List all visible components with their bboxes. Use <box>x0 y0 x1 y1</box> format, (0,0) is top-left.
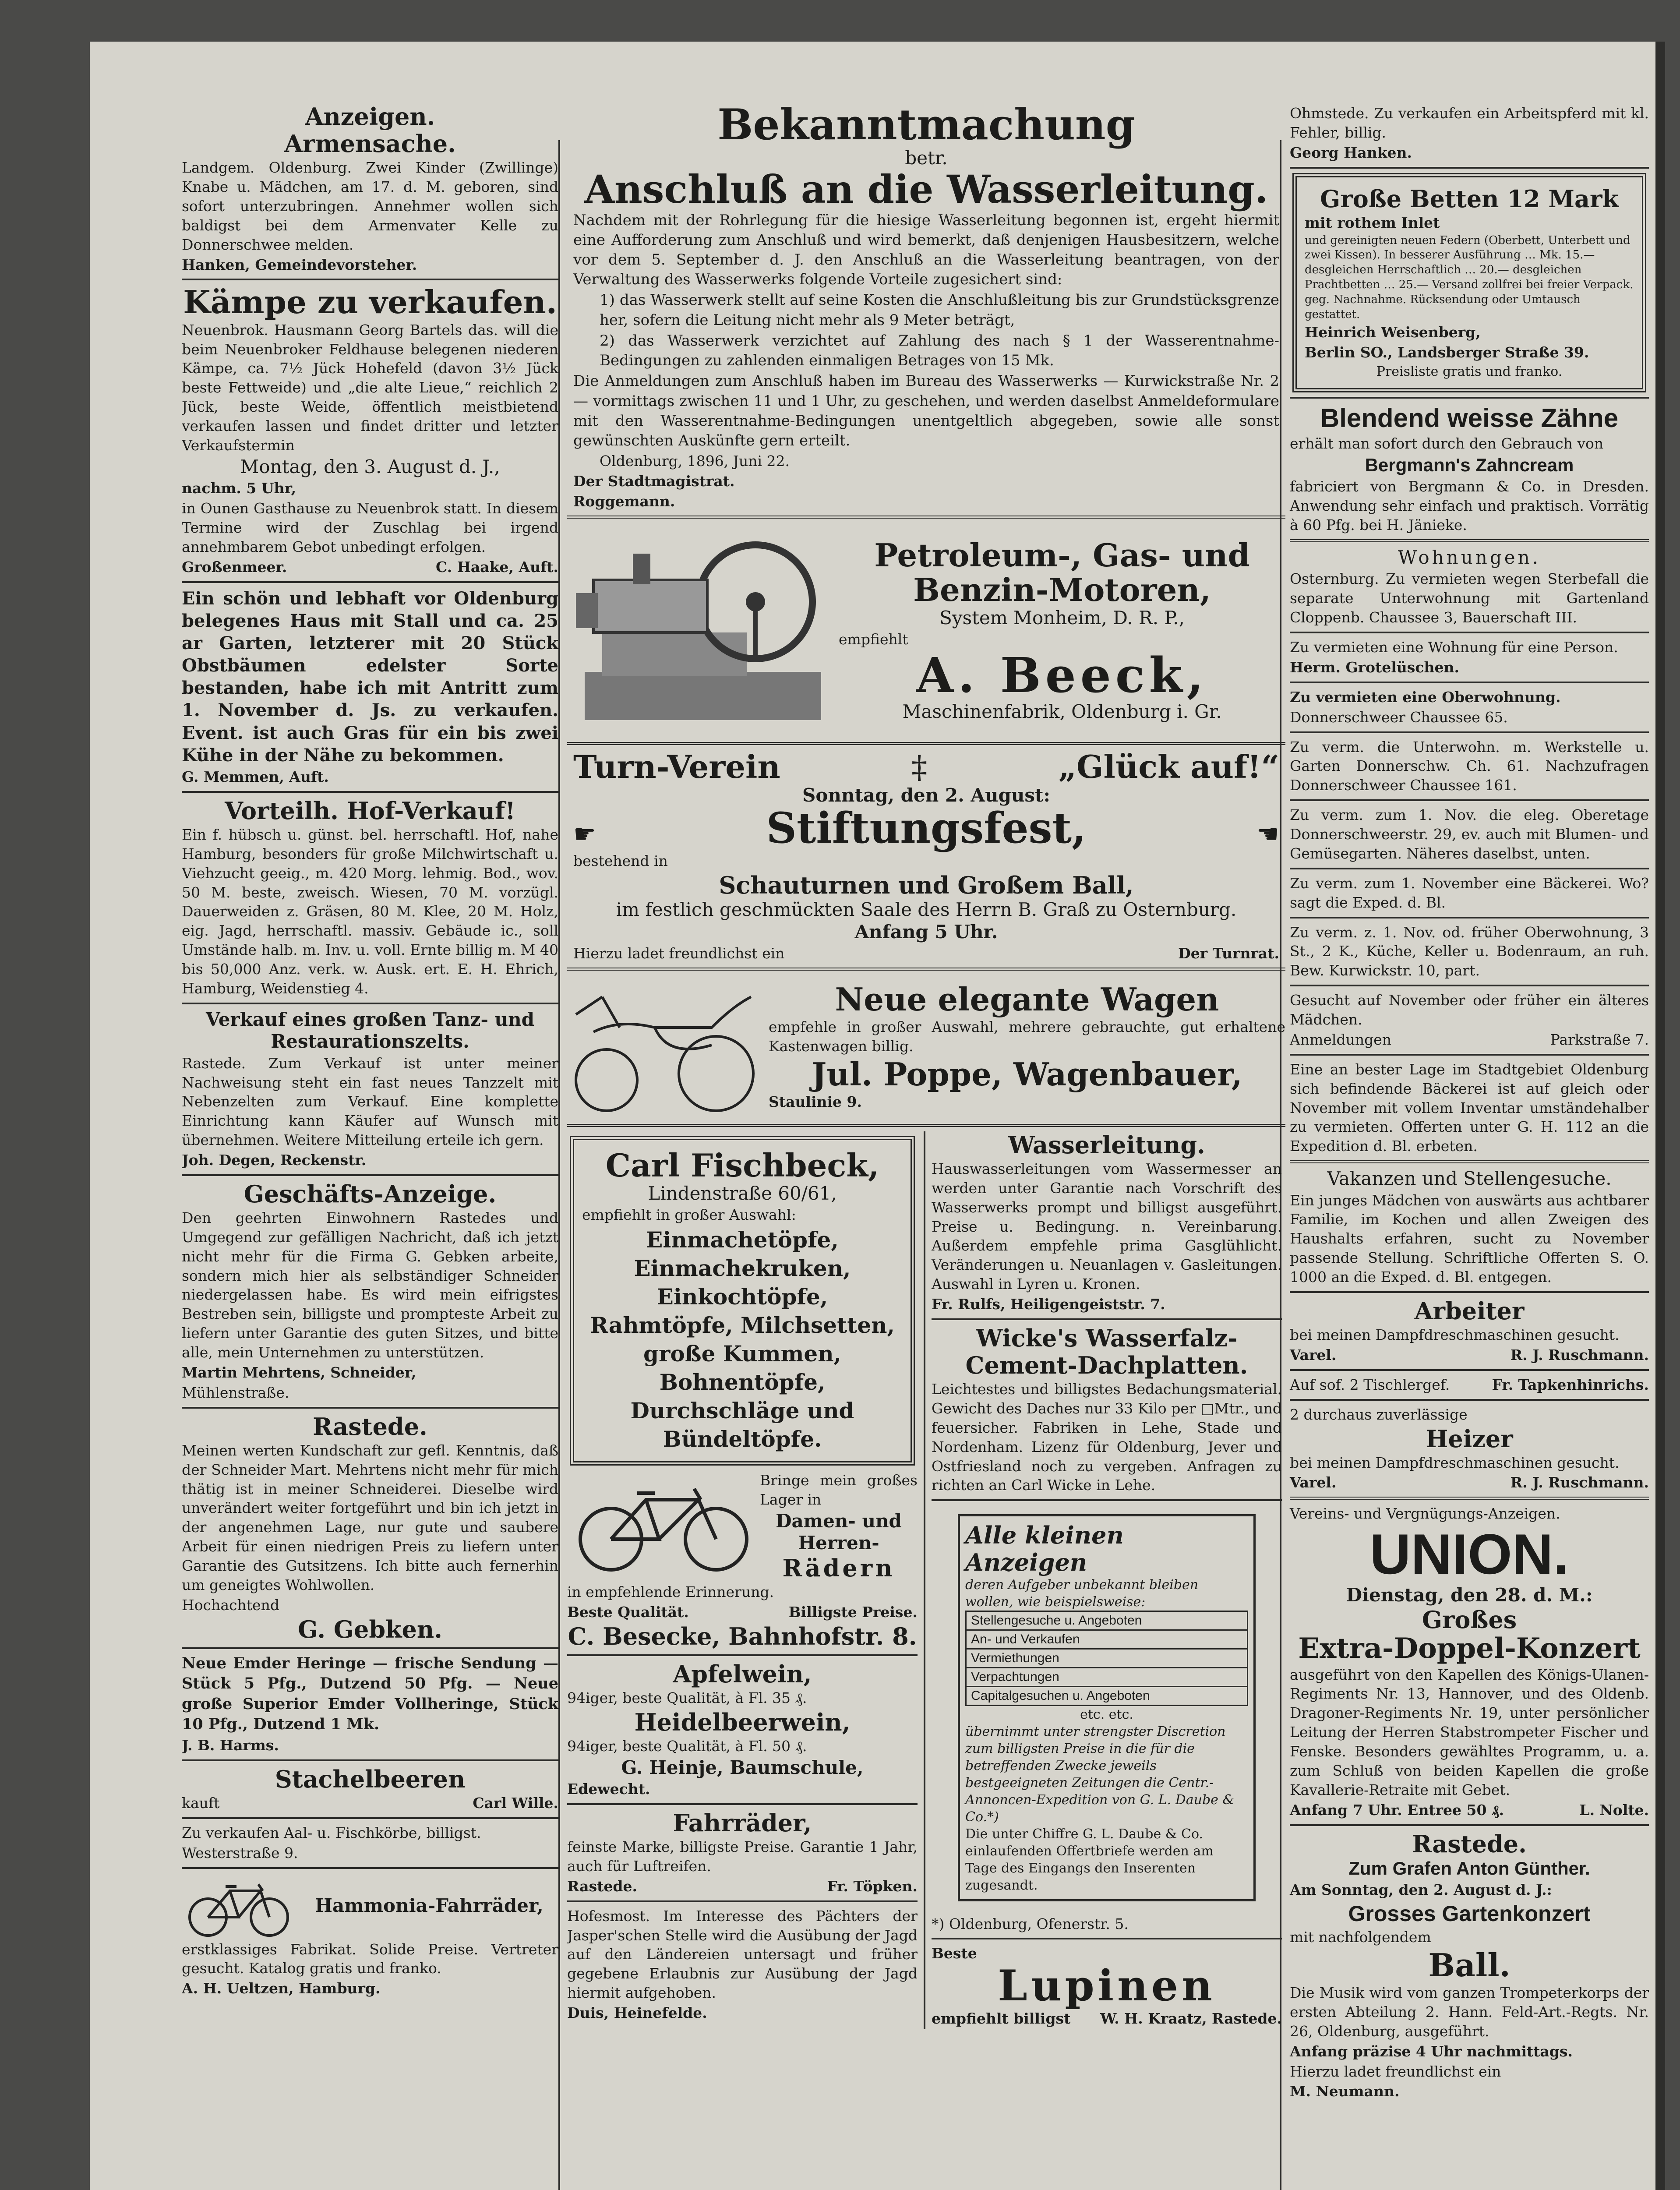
ad-text: empfiehlt in großer Auswahl: <box>582 1206 796 1224</box>
divider <box>182 1647 558 1649</box>
ad-geschaeft <box>182 1180 558 1402</box>
ad-text: Die Musik wird vom ganzen Trompeterkorps der ersten Abteilung 2. Hann. Feld-Art.-Regts. Nr. 26, Oldenburg, ausgeführt. <box>1290 1984 1649 2040</box>
ad-place: Varel. <box>1290 1474 1337 1491</box>
ad-place: Varel. <box>1290 1346 1337 1363</box>
ad-text: Großes <box>1422 1606 1517 1634</box>
ad-text: deren Aufgeber unbekannt bleiben wollen, wie beispielsweise: <box>965 1577 1199 1610</box>
ad-besecke <box>567 1470 918 1650</box>
divider <box>1290 1824 1649 1826</box>
ad-text: Rastede. Zum Verkauf ist unter meiner Nachweisung steht ein fast neues Tanzzelt mit Nebenzelten zum Verkauf. Eine komplette Einrichtung kann Käufer auf Wunsch mit übernehmen. Weitere Mitteilung erteile ich gern. <box>182 1054 558 1149</box>
divider <box>1290 1054 1649 1056</box>
ad-text: mit nachfolgendem <box>1290 1928 1431 1946</box>
ad-signature: G. Gebken. <box>298 1615 442 1643</box>
ad-text: kauft <box>182 1794 220 1812</box>
ad-signature: R. J. Ruschmann. <box>1510 1346 1649 1363</box>
ad-invite: Hierzu ladet freundlichst ein <box>1290 2063 1501 2080</box>
ad-text: Billigste Preise. <box>788 1603 918 1621</box>
notice-signature: Roggemann. <box>573 492 675 510</box>
ad-rastede-konzert <box>1290 1830 1649 2102</box>
ad-text: Zu vermieten eine Wohnung für eine Person. <box>1290 639 1618 656</box>
divider <box>182 279 558 280</box>
ad-kaempe <box>182 285 558 576</box>
ad-text: Zu vermieten eine Oberwohnung. <box>1290 688 1561 706</box>
ad-item: Bündeltöpfe. <box>663 1426 822 1452</box>
notice-text: Die Anmeldungen zum Anschluß haben im Bureau des Wasserwerks — Kurwickstraße Nr. 2 — vormittags zwischen 11 und 1 Uhr, zu geschehen, und werden daselbst Anmeldeformulare mit den Wasserentnahme-Bedingungen unentgeltlich abgegeben, sowie alle sonst gewünschten Auskünfte gern erteilt. <box>573 372 1279 449</box>
engine-illustration <box>567 527 839 733</box>
ad-text: Ein schön und lebhaft vor Oldenburg belegenes Haus mit Stall und ca. 25 ar Garten, letzterer mit 20 Stück Obstbäumen edelster Sorte bestanden, habe ich mit Antritt zum 1. November d. Js. zu verkaufen. Event. ist auch Gras für ein bis zwei Kühe in der Nähe zu bekommen. <box>182 588 558 766</box>
ad-system: System Monheim, D. R. P., <box>939 607 1185 629</box>
ad-invite: Hierzu ladet freundlichst ein <box>573 944 785 962</box>
ad-venue: Zum Grafen Anton Günther. <box>1348 1858 1590 1879</box>
divider <box>567 516 1285 519</box>
ad-aal <box>182 1823 558 1863</box>
divider <box>1290 1160 1649 1163</box>
ad-heading: Wicke's Wasserfalz-Cement-Dachplatten. <box>965 1324 1248 1380</box>
divider <box>1290 985 1649 986</box>
ad-kleine-anzeigen <box>958 1514 1256 1901</box>
divider <box>567 1124 1285 1127</box>
divider <box>182 1174 558 1176</box>
ad-text: Zu verm. zum 1. November eine Bäckerei. Wo? sagt die Exped. d. Bl. <box>1290 874 1649 911</box>
ad-heading: Neue elegante Wagen <box>835 980 1219 1018</box>
ad-text: Gesucht auf November oder früher ein älteres Mädchen. <box>1290 992 1649 1028</box>
ad-signature: L. Nolte. <box>1579 1801 1649 1819</box>
ad-text: ausgeführt von den Kapellen des Königs-Ulanen-Regiments Nr. 13, Hannover, und des Oldenb. Dragoner-Regiments Nr. 19, unter persönlicher Leitung der Herren Stabstrompeter Fischer und Fenske. Besonders gewähltes Programm, u. a. zum Schluß von beiden Kapellen die große Kavallerie-Retraite mit Gebet. <box>1290 1666 1649 1798</box>
ad-heading: Benzin-Motoren, <box>913 571 1211 608</box>
carriage-illustration <box>567 979 769 1115</box>
ad-text: 2 durchaus zuverlässige <box>1290 1406 1468 1423</box>
ad-text: in Ounen Gasthause zu Neuenbrok statt. In diesem Termine wird der Zuschlag bei irgend annehmbarem Gebot unbedingt erfolgen. <box>182 500 558 555</box>
ad-text: Hauswasserleitungen vom Wassermesser an werden unter Garantie nach Vorschrift des Wasserwerks prompt und billigst ausgeführt. Preise u. Bedingung. n. Vereinbarung. Außerdem empfehle prima Gasglühlicht. Veränderungen u. Neuanlagen v. Gasleitungen. Auswahl in Lyren u. Kronen. <box>932 1160 1282 1293</box>
divider <box>1290 397 1649 399</box>
divider <box>1290 1399 1649 1401</box>
ad-wicke <box>932 1325 1282 1495</box>
divider <box>567 1654 918 1656</box>
section-heading: Vereins- und Vergnügungs-Anzeigen. <box>1290 1505 1560 1522</box>
ad-signature: A. H. Ueltzen, Hamburg. <box>182 1980 381 1997</box>
ad-heading: Vorteilh. Hof-Verkauf! <box>225 796 515 825</box>
divider <box>932 1318 1282 1320</box>
ad-heading: Hammonia-Fahrräder, <box>315 1895 544 1917</box>
ad-text: fabriciert von Bergmann & Co. in Dresden. Anwendung sehr einfach und praktisch. Vorrätig à 60 Pfg. bei H. Jänieke. <box>1290 478 1649 534</box>
list-item: Stellengesuche u. Angeboten <box>965 1611 1248 1631</box>
ad-signature: W. H. Kraatz, Rastede. <box>1100 2010 1282 2028</box>
ad-event: Extra-Doppel-Konzert <box>1298 1632 1641 1665</box>
ad-bekanntmachung <box>567 103 1285 511</box>
ad-text: übernimmt unter strengster Discretion zum billigsten Preise in die für die betreffenden Zwecke jeweils bestgeeigneten Zeitungen die Centr.-Annoncen-Expedition von G. L. Daube & Co.*) <box>965 1724 1235 1825</box>
notice-date: Oldenburg, 1896, Juni 22. <box>600 452 790 470</box>
ad-event: Ball. <box>1428 1946 1511 1984</box>
ad-text: Leichtestes und billigstes Bedachungsmaterial. Gewicht des Daches nur 33 Kilo per □Mtr., und feuersicher. Fabriken in Lehe, Stade und Nordenham. Lizenz für Oldenburg, Jever und Ostfriesland noch zu vergeben. Anfragen zu richten an Carl Wicke in Lehe. <box>932 1381 1282 1494</box>
ad-signature: G. Memmen, Auft. <box>182 768 329 786</box>
ad-text: Osternburg. Zu vermieten wegen Sterbefall die separate Unterwohnung mit Gartenland Cloppenb. Chaussee 3, Bauerschaft III. <box>1290 570 1649 626</box>
ad-text: Ein junges Mädchen von auswärts aus achtbarer Familie, im Kochen und allen Zweigen des Haushalts erfahren, sucht zu November passende Stellung. Schriftliche Offerten S. O. 1000 an die Exped. d. Bl. entgegen. <box>1290 1191 1649 1286</box>
ad-signature: Georg Hanken. <box>1290 144 1412 161</box>
divider <box>1290 539 1649 542</box>
column-middle <box>567 103 1285 2029</box>
pointing-hand-right-icon: ☛ <box>573 819 596 849</box>
ad-hof <box>182 797 558 998</box>
ad-place: im festlich geschmückten Saale des Herrn B. Graß zu Osternburg. <box>616 899 1237 921</box>
ad-heringe <box>182 1653 558 1755</box>
ad-text: Landgem. Oldenburg. Zwei Kinder (Zwillinge) Knabe u. Mädchen, am 17. d. M. geboren, sind sofort unterzubringen. Annehmer wollen sich baldigst bei dem Armenvater Kelle zu Donnerschwee melden. <box>182 159 558 253</box>
ad-turnverein <box>567 749 1285 963</box>
column-rule <box>924 1131 925 2029</box>
section-wohnungen <box>1290 547 1649 1156</box>
section-heading: Wohnungen. <box>1398 547 1541 569</box>
column-rule <box>558 140 560 2190</box>
ad-haus <box>182 587 558 787</box>
ad-signature: Duis, Heinefelde. <box>567 2004 707 2022</box>
ad-text: erstklassiges Fabrikat. Solide Preise. Vertreter gesucht. Katalog gratis und franko. <box>182 1940 558 1977</box>
ad-item: Einmachekruken, <box>634 1255 851 1282</box>
ad-betten <box>1292 173 1646 393</box>
ad-text: bestehend in <box>573 852 668 870</box>
ad-text: in empfehlende Erinnerung. <box>567 1583 774 1600</box>
column-right <box>1285 103 1649 2102</box>
subcolumn-a <box>567 1131 918 2029</box>
ad-subtitle: mit rothem Inlet <box>1305 214 1440 231</box>
ad-address: Berlin SO., Landsberger Straße 39. <box>1305 344 1589 361</box>
ad-stachelbeeren <box>182 1766 558 1813</box>
ad-fahrraeder <box>567 1809 918 1896</box>
divider <box>182 1003 558 1004</box>
notice-subtitle: Anschluß an die Wasserleitung. <box>584 166 1268 212</box>
ad-begin: Anfang präzise 4 Uhr nachmittags. <box>1290 2042 1573 2060</box>
ad-time: nachm. 5 Uhr, <box>182 480 296 497</box>
ad-text: 94iger, beste Qualität, à Fl. 35 ₰. <box>567 1689 807 1706</box>
ad-heading: Arbeiter <box>1414 1296 1525 1325</box>
ad-signature: C. Haake, Auft. <box>436 558 558 576</box>
ad-place: Großenmeer. <box>182 558 287 576</box>
ad-armensache <box>182 130 558 274</box>
notice-item: 1) das Wasserwerk stellt auf seine Kosten die Anschlußleitung bis zur Grundstücksgrenze her, sofern die Leitung nicht mehr als 9 Meter beträgt, <box>600 291 1279 329</box>
ad-text: Meinen werten Kundschaft zur gefl. Kenntnis, daß der Schneider Mart. Mehrtens nicht mehr für mich thätig ist in meiner Schneiderei. Dieselbe wird unverändert weiter fortgeführt und bin ich jetzt in der angenehmen Lage, nur gute und saubere Arbeit für einen niedrigen Preis zu liefern unter Garantie des Gutsitzens. Ich bitte auch fernerhin um geneigtes Wohlwollen. <box>182 1441 558 1593</box>
column-left <box>182 103 558 1999</box>
ad-signature: Hanken, Gemeindevorsteher. <box>182 256 417 273</box>
ad-text: Die unter Chiffre G. L. Daube & Co. einlaufenden Offertbriefe werden am Tage des Eingangs den Inserenten zugesandt. <box>965 1826 1214 1893</box>
ad-heading: Blendend weisse Zähne <box>1320 403 1619 433</box>
divider <box>932 1499 1282 1501</box>
ad-firm: A. Beeck, <box>916 647 1208 704</box>
ad-heading: UNION. <box>1369 1522 1569 1586</box>
ad-text: Anmeldungen <box>1290 1031 1391 1048</box>
ad-text: Anfang 7 Uhr. Entree 50 ₰. <box>1290 1801 1504 1819</box>
ad-heading: Rädern <box>782 1554 895 1582</box>
notice-title: Bekanntmachung <box>717 103 1135 149</box>
ad-event: Grosses Gartenkonzert <box>1348 1901 1591 1926</box>
ad-hofesmost <box>567 1907 918 2023</box>
ad-wagen <box>567 975 1285 1120</box>
ad-address: Mühlenstraße. <box>182 1384 289 1401</box>
ad-signature: Der Turnrat. <box>1178 944 1279 962</box>
ad-heading: Wasserleitung. <box>1008 1130 1205 1159</box>
list-item: Vermiethungen <box>965 1650 1248 1668</box>
divider <box>1290 731 1649 733</box>
ad-signature: M. Neumann. <box>1290 2083 1400 2100</box>
ad-text: und gereinigten neuen Federn (Oberbett, Unterbett und zwei Kissen). In besserer Ausführung … Mk. 15.— desgleichen Herrschaftlich … 20.— desgleichen Prachtbetten … 25.— Versand zollfrei bei freier Verpack. geg. Nachnahme. Rücksendung oder Umtausch gestattet. <box>1305 233 1634 321</box>
ad-signature: Herm. Grotelüschen. <box>1290 658 1459 676</box>
divider <box>182 1867 558 1869</box>
ad-date: Sonntag, den 2. August: <box>802 784 1050 806</box>
ad-address: Staulinie 9. <box>769 1093 862 1110</box>
bicycle-icon <box>567 1478 760 1574</box>
ad-address: Westerstraße 9. <box>182 1844 298 1862</box>
ad-heading: Rastede. <box>1412 1830 1527 1858</box>
ad-address: Parkstraße 7. <box>1550 1031 1649 1048</box>
divider <box>932 1938 1282 1939</box>
divider <box>182 1817 558 1819</box>
ad-text: bei meinen Dampfdreschmaschinen gesucht. <box>1290 1454 1620 1471</box>
ad-text: Zu verm. z. 1. Nov. od. früher Oberwohnung, 3 St., 2 K., Küche, Keller u. Bodenraum, an ruh. Bew. Kurwickstr. 10, part. <box>1290 923 1649 979</box>
ad-heading: Turn-Verein <box>573 748 780 785</box>
notice-betr: betr. <box>905 147 948 169</box>
ad-text: Auf sof. 2 Tischlergef. <box>1290 1376 1450 1393</box>
ad-text: Beste Qualität. <box>567 1603 689 1621</box>
divider <box>182 791 558 793</box>
divider <box>1290 1369 1649 1371</box>
divider <box>1290 917 1649 918</box>
ad-address: *) Oldenburg, Ofenerstr. 5. <box>932 1915 1129 1932</box>
ad-heading: Petroleum-, Gas- und <box>874 536 1250 574</box>
divider <box>1290 1291 1649 1293</box>
ad-address: Donnerschweer Chaussee 65. <box>1290 708 1508 726</box>
list-item: An- und Verkaufen <box>965 1631 1248 1650</box>
ad-heading: Stachelbeeren <box>275 1765 466 1793</box>
ad-heading: Carl Fischbeck, <box>605 1146 879 1184</box>
ad-text: Zu verm. die Unterwohn. m. Werkstelle u. Garten Donnerschw. Ch. 61. Nachzufragen Donnerschweer Chaussee 161. <box>1290 738 1649 794</box>
ad-zelt <box>182 1009 558 1170</box>
ad-rastede <box>182 1413 558 1643</box>
ad-event: Stiftungsfest, <box>766 803 1087 853</box>
ad-date: Dienstag, den 28. d. M.: <box>1346 1584 1593 1606</box>
ad-text: Ohmstede. Zu verkaufen ein Arbeitspferd mit kl. Fehler, billig. <box>1290 105 1649 141</box>
ad-text: Hofesmost. Im Interesse des Pächters der Jasper'schen Stelle wird die Ausübung der Jagd auf den Ländereien untersagt und früher gegebene Erlaubnis zur Ausübung der Jagd hiermit aufgehoben. <box>567 1907 918 2002</box>
ad-heading: Geschäfts-Anzeige. <box>244 1180 497 1208</box>
ad-date: Am Sonntag, den 2. August d. J.: <box>1290 1881 1552 1899</box>
pointing-hand-left-icon: ☚ <box>1256 819 1279 849</box>
ad-zaehne <box>1290 403 1649 535</box>
divider <box>1290 1497 1649 1500</box>
ad-signature: Fr. Töpken. <box>827 1877 918 1895</box>
list-item: Capitalgesuchen u. Angeboten <box>965 1687 1248 1706</box>
divider <box>567 968 1285 971</box>
divider <box>1290 868 1649 869</box>
ad-heading: Heizer <box>1426 1424 1513 1453</box>
ad-place: Edewecht. <box>567 1780 650 1798</box>
ad-date: Montag, den 3. August d. J., <box>240 456 500 477</box>
ad-firm: Heinrich Weisenberg, <box>1305 324 1481 341</box>
ad-heading: Rastede. <box>313 1412 427 1441</box>
ad-text: empfiehlt billigst <box>932 2010 1071 2028</box>
ad-signature: Martin Mehrtens, Schneider, <box>182 1363 416 1381</box>
ad-text: 94iger, beste Qualität, à Fl. 50 ₰. <box>567 1737 807 1755</box>
ad-firm: C. Besecke, Bahnhofstr. 8. <box>568 1622 917 1650</box>
ad-heading: Lupinen <box>998 1961 1216 2011</box>
ad-subtitle: Maschinenfabrik, Oldenburg i. Gr. <box>902 700 1222 722</box>
ad-item: Bohnentöpfe, <box>659 1369 826 1395</box>
ad-heading: „Glück auf!“ <box>1058 748 1279 785</box>
ad-event: Schauturnen und Großem Ball, <box>719 871 1134 900</box>
subcolumn-b <box>932 1131 1282 2029</box>
divider <box>567 1803 918 1805</box>
section-heading: Vakanzen und Stellengesuche. <box>1327 1168 1612 1190</box>
ad-signature: R. J. Ruschmann. <box>1510 1474 1649 1491</box>
ad-text: empfiehlt <box>839 631 908 648</box>
ad-text: Neue Emder Heringe — frische Sendung — Stück 5 Pfg., Dutzend 50 Pfg. — Neue große Superior Emder Vollheringe, Stück 10 Pfg., Dutzend 1 Mk. <box>182 1654 558 1734</box>
ad-ohmstede <box>1290 104 1649 162</box>
ad-union <box>1290 1504 1649 1819</box>
ad-heading: Armensache. <box>284 130 456 158</box>
ad-signature: Fr. Tapkenhinrichs. <box>1492 1376 1649 1393</box>
ad-signature: J. B. Harms. <box>182 1736 279 1754</box>
ad-text: feinste Marke, billigste Preise. Garantie 1 Jahr, auch für Luftreifen. <box>567 1838 918 1875</box>
notice-text: Nachdem mit der Rohrlegung für die hiesige Wasserleitung begonnen ist, ergeht hiermit eine Aufforderung zum Anschluß und wird bemerkt, daß denjenigen Hausbesitzern, welche vor dem 5. September d. J. den Anschluß an die Wasserleitung beantragen, von der Verwaltung des Wasserwerks folgende Vorteile zugesichert sind: <box>573 211 1279 289</box>
ad-product: Bergmann's Zahncream <box>1365 455 1574 475</box>
ad-lupinen <box>932 1944 1282 2028</box>
divider <box>1290 799 1649 801</box>
ad-text: bei meinen Dampfdreschmaschinen gesucht. <box>1290 1326 1620 1344</box>
bicycle-icon <box>182 1873 296 1939</box>
ad-place: Rastede. <box>567 1877 637 1895</box>
ad-heading: Verkauf eines großen Tanz- und Restaurationszelts. <box>206 1008 534 1053</box>
ad-apfelwein <box>567 1660 918 1799</box>
ad-item: Durchschläge und <box>630 1398 854 1424</box>
ad-text: Neuenbrok. Hausmann Georg Bartels das. will die beim Neuenbroker Feldhause belegenen niederen Kämpe, ca. 7½ Jück Hohefeld (davon 3½ Jück beste Fettweide) und „die alte Lieue,“ reichlich 2 Jück, beste Weide, öffentlich meistbietend verkaufen lassen und findet dritter und letzter Verkaufstermin <box>182 321 558 454</box>
section-vakanzen <box>1290 1168 1649 1492</box>
ad-item: Rahmtöpfe, Milchsetten, <box>590 1312 895 1339</box>
ad-heading: Fahrräder, <box>673 1809 812 1837</box>
ad-text: Ein f. hübsch u. günst. bel. herrschaftl. Hof, nahe Hamburg, besonders für große Milchwirtschaft u. Viehzucht geeig., m. 420 Morg. lehmig. Bod., wov. 50 M. beste, zweisch. Wiesen, 70 M. vorzügl. Dauerweiden z. Gräsen, 80 M. Klee, 20 M. Holz, eig. Jagd, herrschaftl. massiv. Gebäude ic., soll Umstände halb. m. Inv. u. voll. Ernte billig m. M 40 bis 50,000 Anz. verk. w. Ausk. ert. E. H. Ehrich, Hamburg, Weidenstieg 4. <box>182 826 558 997</box>
ad-signature: Joh. Degen, Reckenstr. <box>182 1152 367 1169</box>
divider <box>182 581 558 583</box>
ad-firm: Jul. Poppe, Wagenbauer, <box>812 1055 1242 1093</box>
ad-note: Preisliste gratis und franko. <box>1376 364 1563 380</box>
section-title: Anzeigen. <box>305 103 435 131</box>
ad-heading: Heidelbeerwein, <box>634 1708 851 1736</box>
ad-heading: Alle kleinen Anzeigen <box>965 1521 1124 1577</box>
ad-text: empfehle in großer Auswahl, mehrere gebrauchte, gut erhaltene Kastenwagen billig. <box>769 1018 1285 1055</box>
ad-fischbeck <box>570 1136 915 1466</box>
divider <box>1290 632 1649 633</box>
ad-heading: Apfelwein, <box>673 1660 812 1688</box>
ad-heading: Große Betten 12 Mark <box>1320 184 1619 213</box>
ad-text: Beste <box>932 1945 977 1962</box>
ad-greeting: Hochachtend <box>182 1596 279 1614</box>
divider <box>1290 682 1649 683</box>
ad-list <box>965 1611 1248 1706</box>
ad-motoren <box>567 523 1285 738</box>
notice-signature: Der Stadtmagistrat. <box>573 473 735 490</box>
list-item: Verpachtungen <box>965 1668 1248 1687</box>
ad-hammonia <box>182 1873 558 1939</box>
ad-signature: Fr. Rulfs, Heiligengeiststr. 7. <box>932 1296 1165 1313</box>
ad-text: Eine an bester Lage im Stadtgebiet Oldenburg sich befindende Bäckerei ist auf gleich oder November mit vollem Inventar umständehalber zu vermieten. Offerten unter G. H. 112 an die Expedition d. Bl. erbeten. <box>1290 1060 1649 1155</box>
ad-item: Einmachetöpfe, <box>646 1227 839 1253</box>
ad-text: etc. etc. <box>1080 1706 1133 1722</box>
divider <box>182 1407 558 1409</box>
ad-text: Bringe mein großes Lager in <box>760 1472 918 1508</box>
ad-heading: Kämpe zu verkaufen. <box>183 283 557 321</box>
ad-item: große Kummen, <box>643 1341 841 1367</box>
notice-item: 2) das Wasserwerk verzichtet auf Zahlung des nach § 1 der Wasserentnahme-Bedingungen zu zahlenden einmaligen Betrages von 15 Mk. <box>600 332 1279 370</box>
ad-firm: G. Heinje, Baumschule, <box>621 1756 864 1778</box>
divider <box>1290 167 1649 169</box>
ad-text: Zu verkaufen Aal- u. Fischkörbe, billigst. <box>182 1824 481 1841</box>
divider <box>567 742 1285 745</box>
ad-text: Zu verm. zum 1. Nov. die eleg. Oberetage Donnerschweerstr. 29, ev. auch mit Blumen- und Gemüsegarten. Näheres daselbst, unten. <box>1290 806 1649 862</box>
ad-signature: Carl Wille. <box>473 1794 558 1812</box>
divider <box>567 1900 918 1902</box>
ad-item: Einkochtöpfe, <box>656 1284 828 1310</box>
ad-address: Lindenstraße 60/61, <box>648 1183 837 1204</box>
ad-text: Damen- und Herren- <box>776 1510 902 1554</box>
ad-begin: Anfang 5 Uhr. <box>854 921 998 943</box>
divider <box>182 1759 558 1761</box>
ad-text: Den geehrten Einwohnern Rastedes und Umgegend zur gefälligen Nachricht, daß ich jetzt nicht mehr für die Firma G. Gebken arbeite, sondern mich hier als selbständiger Schneider niedergelassen habe. Es wird mein eifrigstes Bestreben sein, billigste und prompteste Arbeit zu liefern unter Garantie des guten Sitzes, und bitte alle, mein Unternehmen zu unterstützen. <box>182 1209 558 1361</box>
ad-text: erhält man sofort durch den Gebrauch von <box>1290 435 1604 452</box>
ad-wasserleitung <box>932 1131 1282 1314</box>
cross-icon: ‡ <box>911 748 928 785</box>
